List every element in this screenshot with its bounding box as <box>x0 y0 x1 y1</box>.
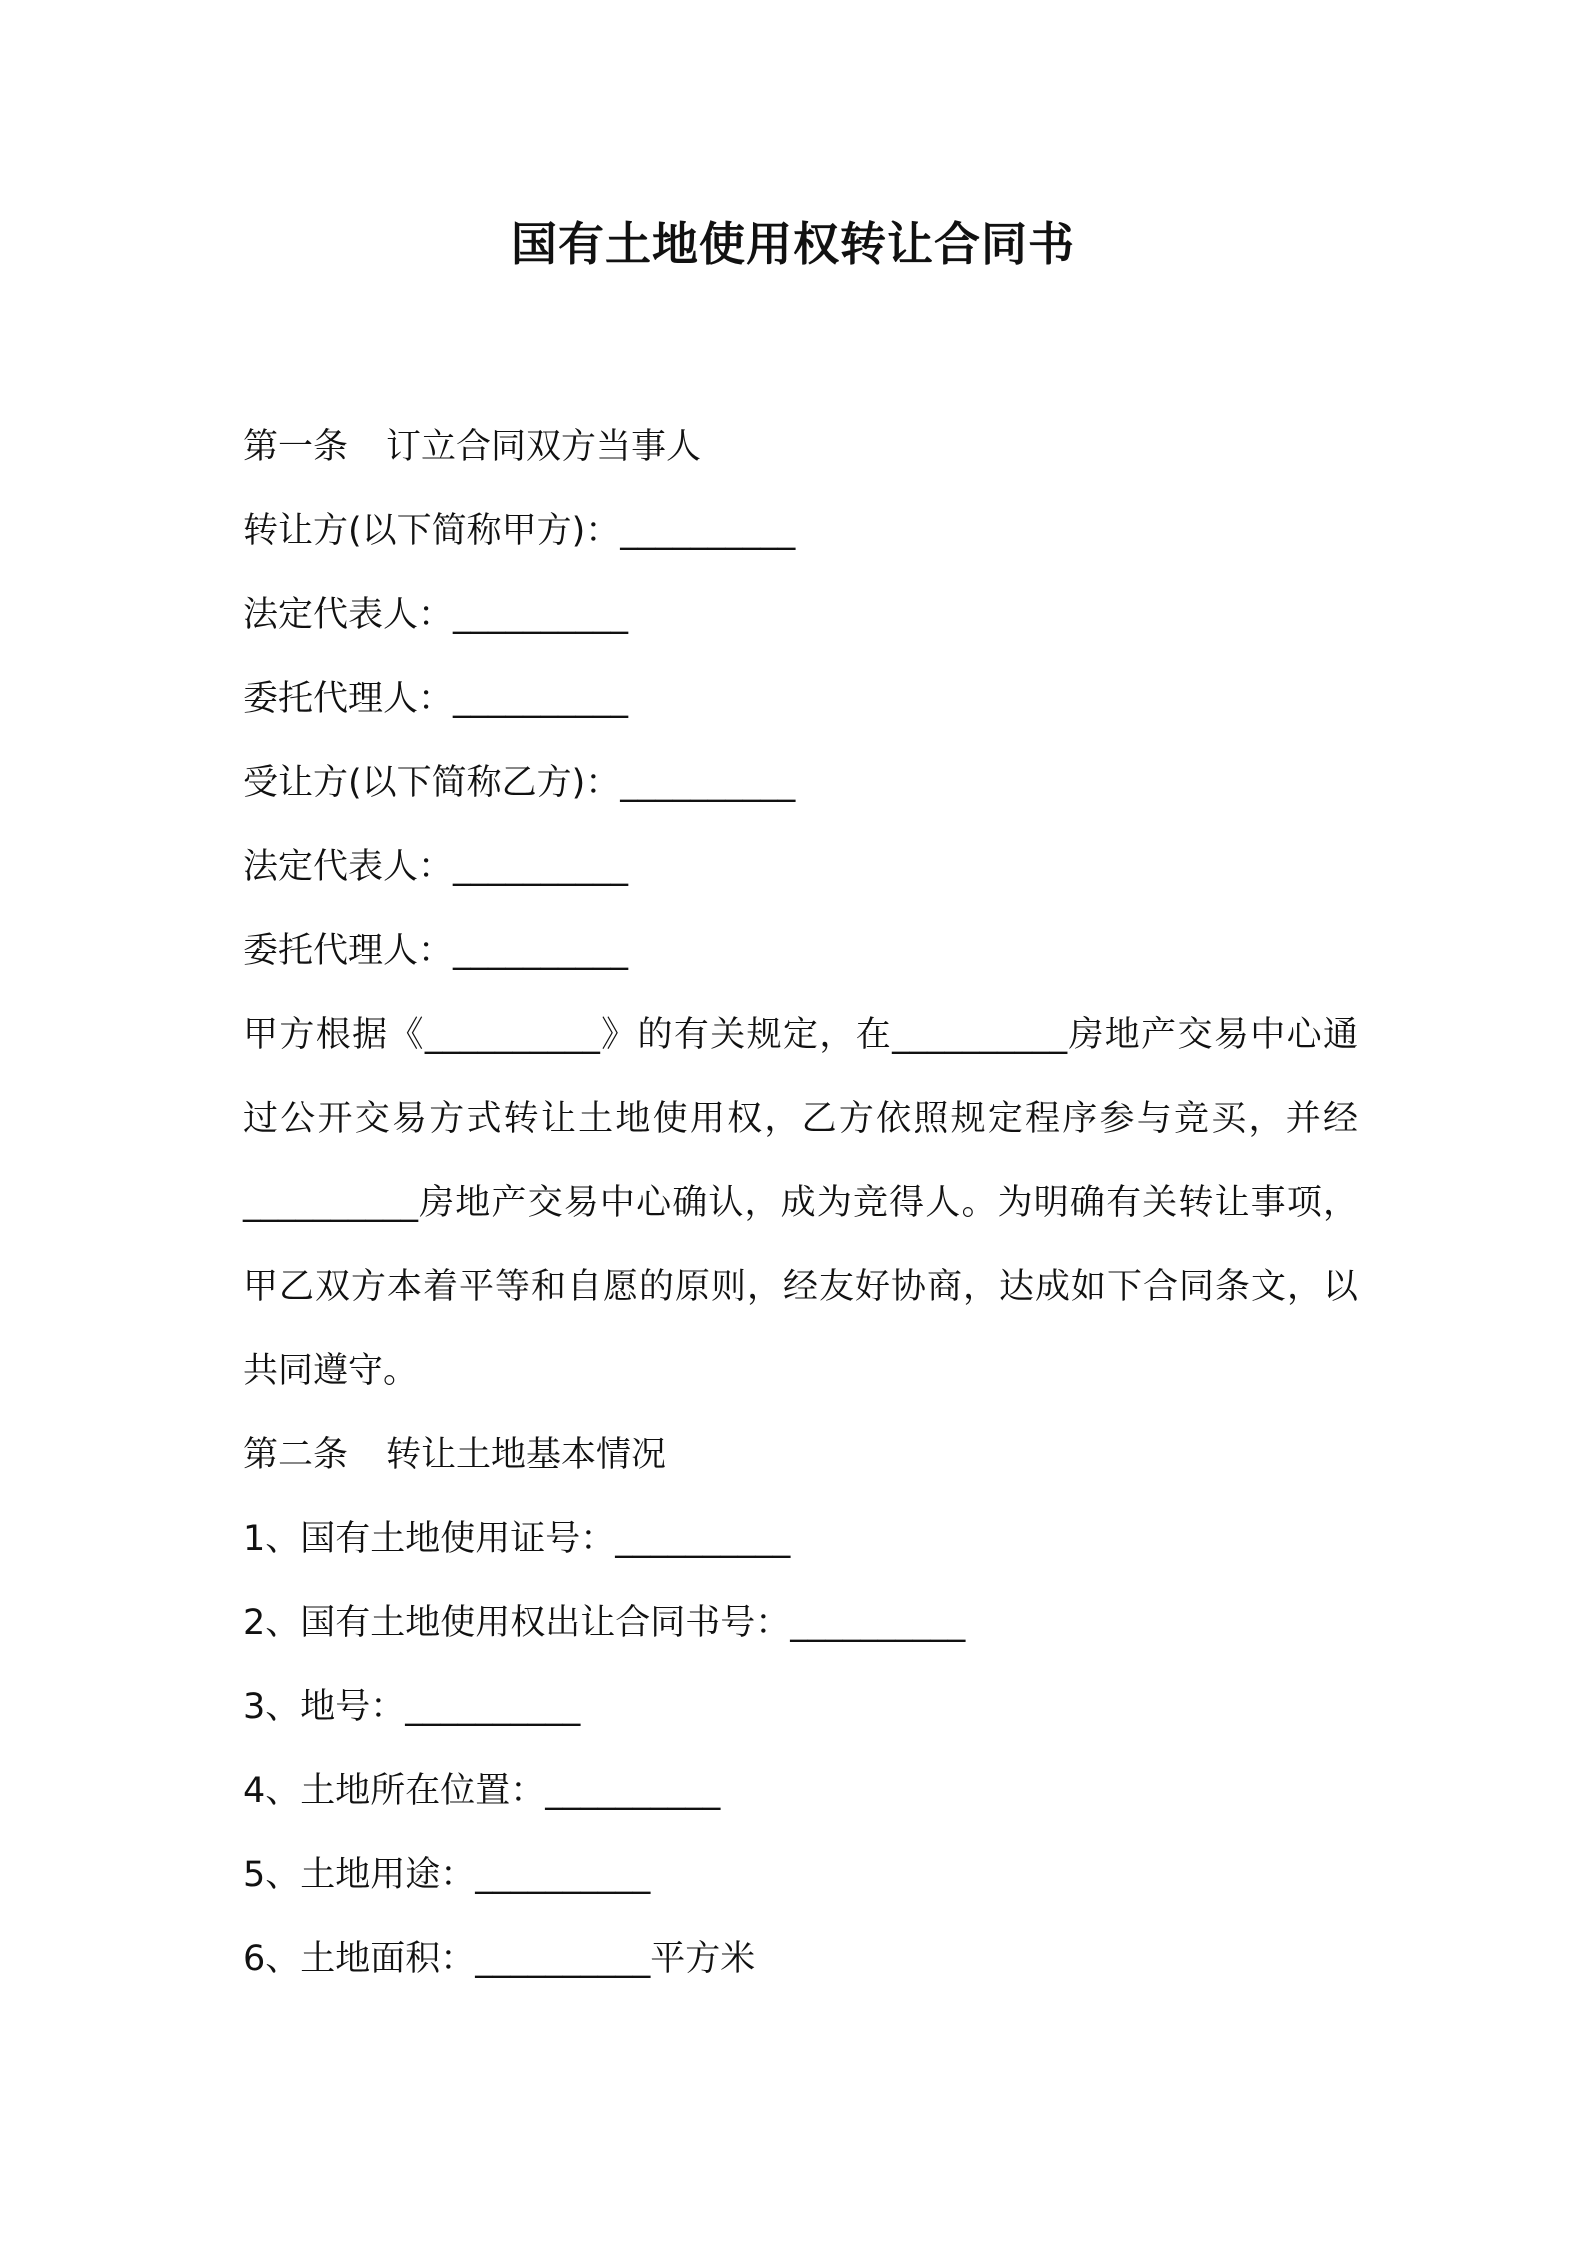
document-title: 国有土地使用权转让合同书 <box>511 217 1075 271</box>
transferee-legal-rep-line: 法定代表人：__________ <box>243 847 629 887</box>
transferor-agent-line: 委托代理人：__________ <box>243 679 629 719</box>
transferor-legal-rep-line: 法定代表人：__________ <box>243 595 629 635</box>
document-body <box>243 405 1358 2001</box>
article-1-heading <box>243 405 1358 489</box>
article-1-number: 第一条 <box>243 427 349 467</box>
transferee-agent-line: 委托代理人：__________ <box>243 931 629 971</box>
article-2-title: 转让土地基本情况 <box>386 1435 667 1475</box>
land-item-location: 4、土地所在位置：__________ <box>243 1771 721 1811</box>
article-2-heading <box>243 1413 1358 1497</box>
preamble-paragraph: 甲方根据《__________》的有关规定，在__________房地产交易中心通过公开交易方式转让土地使用权，乙方依照规定程序参与竞买，并经__________房地产交易中心确认，成为竞得人。为明确有关转让事项，甲乙双方本着平等和自愿的原则，经友好协商，达成如下合同条文，以共同遵守。 <box>243 1015 1358 1391</box>
land-item-area: 6、土地面积：__________平方米 <box>243 1939 756 1979</box>
article-2-number: 第二条 <box>243 1435 349 1475</box>
land-item-use: 5、土地用途：__________ <box>243 1855 651 1895</box>
land-item-certificate-no: 1、国有土地使用证号：__________ <box>243 1519 791 1559</box>
land-item-lot-no: 3、地号：__________ <box>243 1687 581 1727</box>
land-item-contract-no: 2、国有土地使用权出让合同书号：__________ <box>243 1603 966 1643</box>
article-1-title: 订立合同双方当事人 <box>386 427 702 467</box>
transferee-line: 受让方(以下简称乙方)：__________ <box>243 763 796 803</box>
transferor-line: 转让方(以下简称甲方)：__________ <box>243 511 796 551</box>
